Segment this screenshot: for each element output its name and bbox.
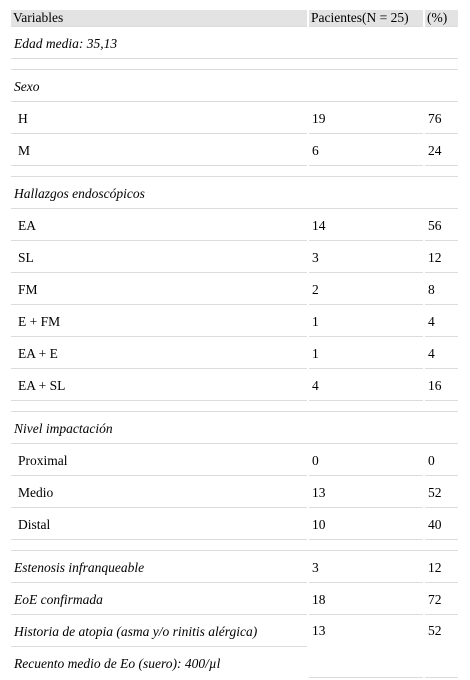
row-label: H	[11, 104, 307, 134]
row-pct: 12	[425, 553, 458, 583]
header-row	[11, 10, 458, 27]
row-label: EA + SL	[11, 371, 307, 401]
row-pct: 0	[425, 446, 458, 476]
header-pacientes: Pacientes(N = 25)	[309, 10, 423, 27]
row-label: SL	[11, 243, 307, 273]
row-label: Distal	[11, 510, 307, 540]
table-row	[11, 371, 458, 401]
row-n: 4	[309, 371, 423, 401]
row-pct: 24	[425, 136, 458, 166]
row-n: 3	[309, 243, 423, 273]
row-n: 14	[309, 211, 423, 241]
spacer	[11, 542, 458, 551]
table-row	[11, 553, 458, 583]
row-label: EA + E	[11, 339, 307, 369]
table-row	[11, 104, 458, 134]
table-row	[11, 510, 458, 540]
patients-table	[9, 8, 460, 680]
section-title: Hallazgos endoscópicos	[11, 179, 458, 209]
row-label: Historia de atopia (asma y/o rinitis alérgica)	[11, 617, 307, 647]
row-label: Medio	[11, 478, 307, 508]
table-row	[11, 275, 458, 305]
section-nivel	[11, 414, 458, 444]
table-row	[11, 585, 458, 615]
row-n: 13	[309, 478, 423, 508]
row-label: FM	[11, 275, 307, 305]
row-pct: 72	[425, 585, 458, 615]
row-n: 2	[309, 275, 423, 305]
table-row	[11, 339, 458, 369]
row-label: E + FM	[11, 307, 307, 337]
table-row	[11, 446, 458, 476]
spacer	[11, 61, 458, 70]
table-row	[11, 617, 458, 647]
row-pct: 16	[425, 371, 458, 401]
row-pct: 56	[425, 211, 458, 241]
row-label: Proximal	[11, 446, 307, 476]
row-pct: 4	[425, 307, 458, 337]
table-row	[11, 211, 458, 241]
row-pct: 40	[425, 510, 458, 540]
row-pct: 76	[425, 104, 458, 134]
row-pct: 4	[425, 339, 458, 369]
section-sexo	[11, 72, 458, 102]
row-pct: 52	[425, 478, 458, 508]
row-label: M	[11, 136, 307, 166]
row-n: 18	[309, 585, 423, 615]
row-label: EA	[11, 211, 307, 241]
row-n: 6	[309, 136, 423, 166]
section-title: Nivel impactación	[11, 414, 458, 444]
row-n: 1	[309, 307, 423, 337]
table-row	[11, 136, 458, 166]
spacer	[11, 168, 458, 177]
edad-media-label: Edad media: 35,13	[11, 29, 458, 59]
spacer	[11, 403, 458, 412]
section-title: Sexo	[11, 72, 458, 102]
table-row	[11, 243, 458, 273]
row-n: 13	[309, 617, 423, 678]
row-pct: 12	[425, 243, 458, 273]
row-pct: 8	[425, 275, 458, 305]
header-percent: (%)	[425, 10, 458, 27]
row-n: 19	[309, 104, 423, 134]
row-label: Estenosis infranqueable	[11, 553, 307, 583]
row-n: 0	[309, 446, 423, 476]
section-edad	[11, 29, 458, 59]
row-n: 1	[309, 339, 423, 369]
header-variables: Variables	[11, 10, 307, 27]
row-pct: 52	[425, 617, 458, 678]
recuento-label: Recuento medio de Eo (suero): 400/µl	[14, 655, 221, 671]
table-row	[11, 478, 458, 508]
section-hallazgos	[11, 179, 458, 209]
row-label: EoE confirmada	[11, 585, 307, 615]
row-n: 3	[309, 553, 423, 583]
table-row	[11, 307, 458, 337]
row-n: 10	[309, 510, 423, 540]
